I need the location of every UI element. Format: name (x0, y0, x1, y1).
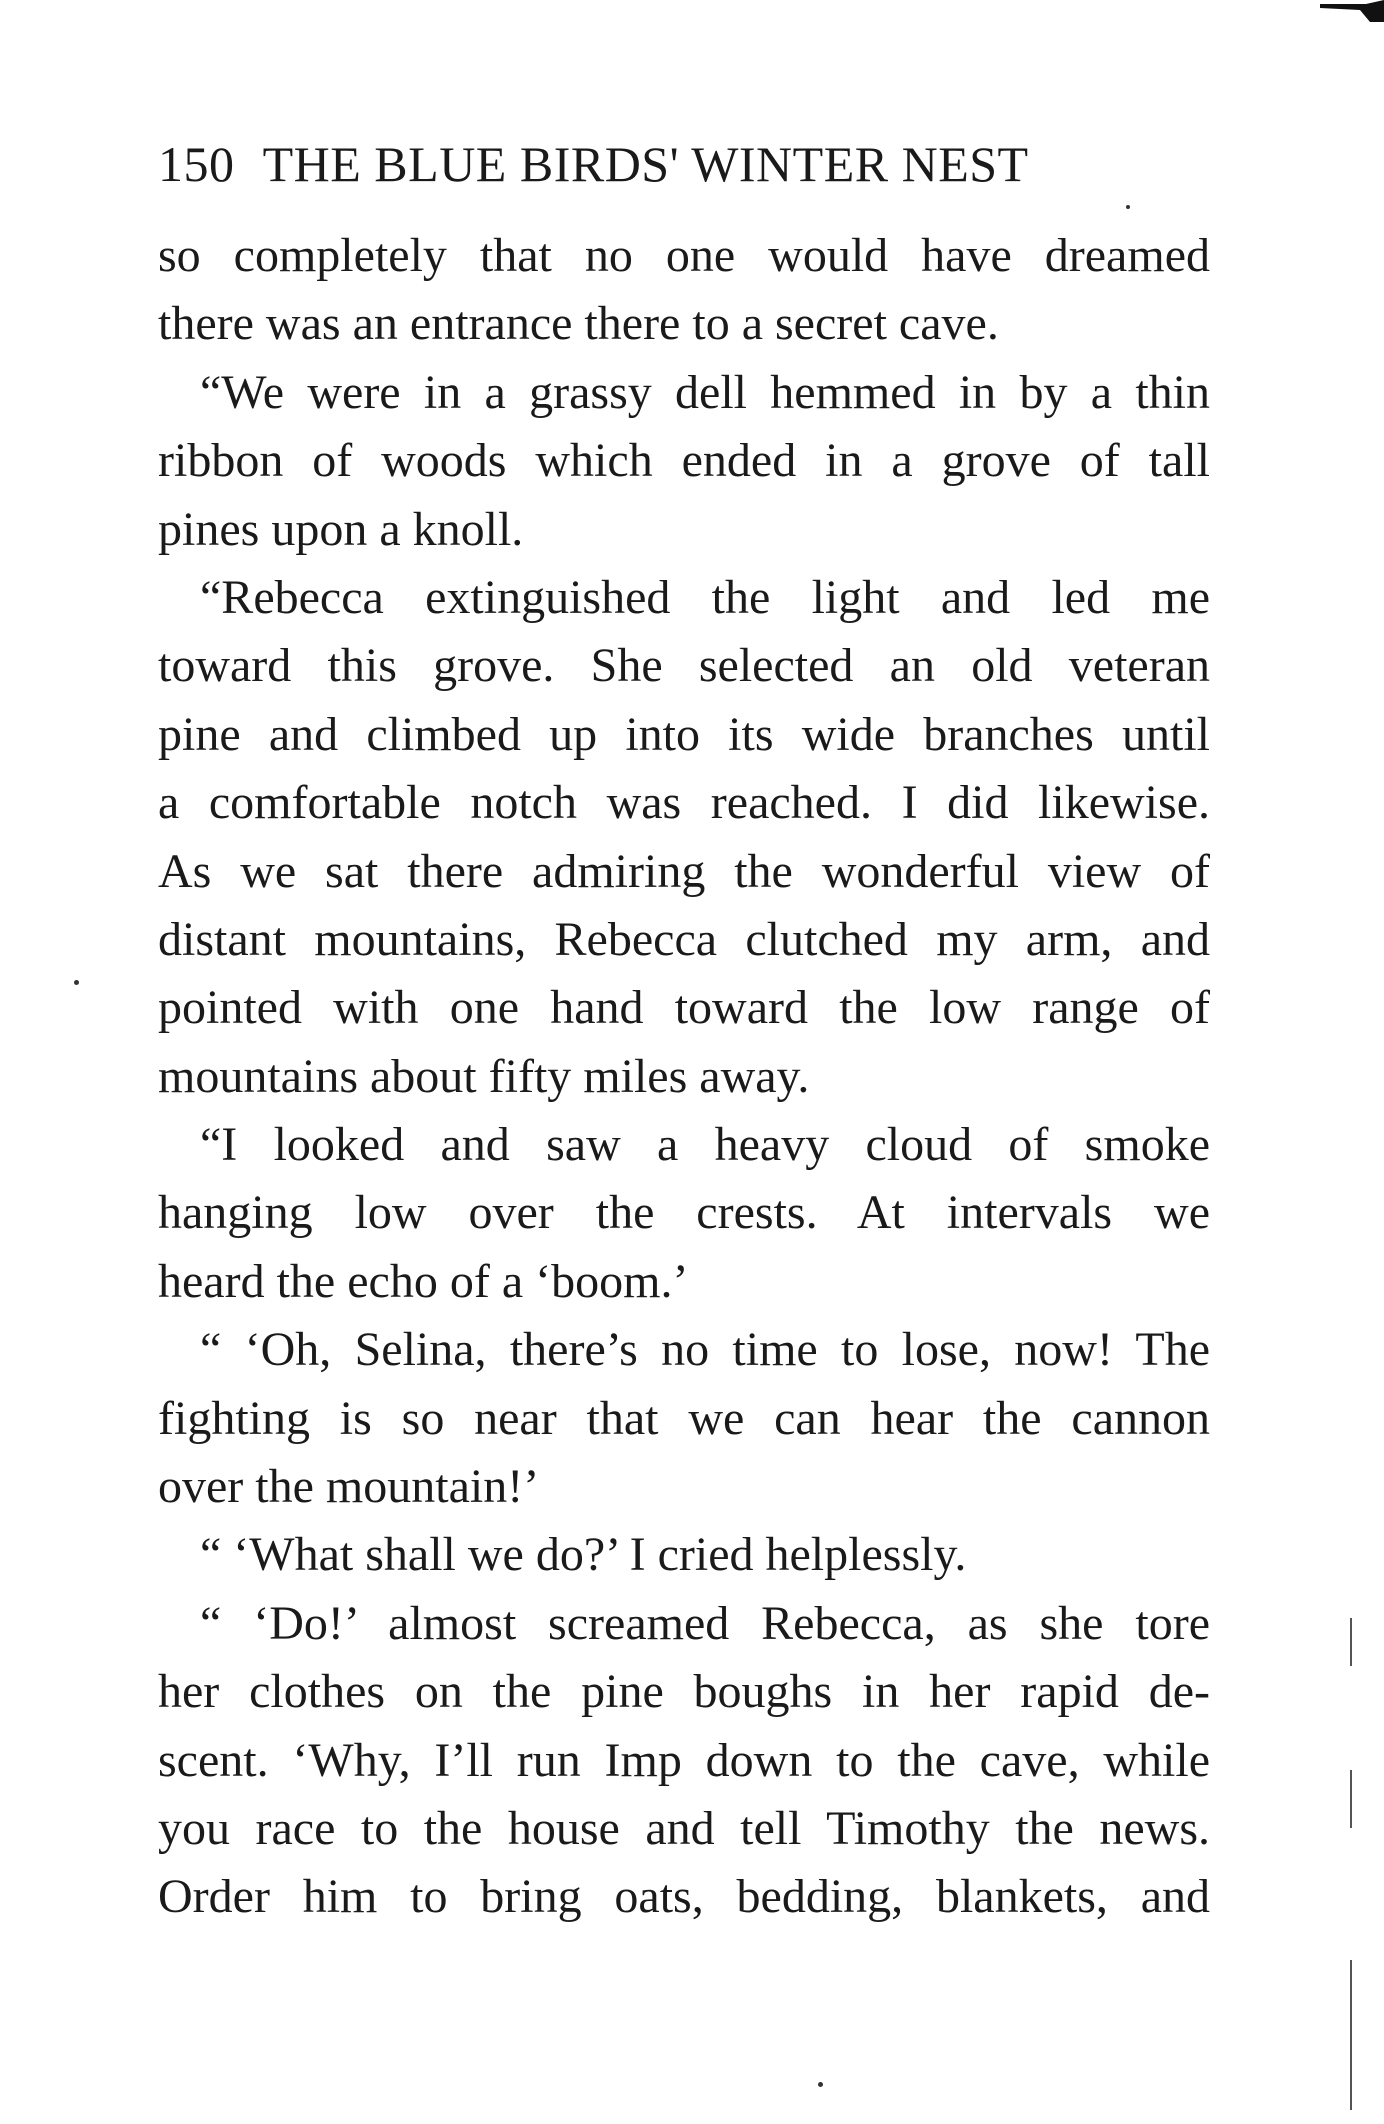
scan-edge-mark (1350, 1960, 1352, 2110)
text-line: there was an entrance there to a secret cave. (158, 297, 999, 351)
text-line: mountains about fifty miles away. (158, 1049, 810, 1103)
text-line: Order him to bring oats, bedding, blankets, and (158, 1870, 1210, 1924)
text-line: As we sat there admiring the wonderful view of (158, 844, 1210, 898)
text-line: hanging low over the crests. At intervals we (158, 1186, 1210, 1240)
text-line: “ ‘Oh, Selina, there’s no time to lose, now! The (200, 1323, 1210, 1377)
text-line: you race to the house and tell Timothy the news. (158, 1801, 1210, 1855)
text-line: ribbon of woods which ended in a grove of tall (158, 434, 1210, 488)
scan-speck (1126, 205, 1130, 209)
text-line: “I looked and saw a heavy cloud of smoke (200, 1118, 1210, 1172)
scan-speck (74, 980, 79, 985)
text-line: “Rebecca extinguished the light and led me (200, 570, 1210, 624)
text-line: so completely that no one would have dreamed (158, 229, 1210, 282)
text-line: toward this grove. She selected an old veteran (158, 639, 1210, 693)
text-line: pine and climbed up into its wide branches until (158, 707, 1210, 761)
running-header (158, 132, 1208, 196)
scan-edge-mark (1350, 1618, 1352, 1666)
text-line: “We were in a grassy dell hemmed in by a thin (200, 365, 1210, 419)
text-line: “ ‘What shall we do?’ I cried helplessly. (200, 1528, 967, 1582)
text-line: “ ‘Do!’ almost screamed Rebecca, as she tore (200, 1596, 1210, 1650)
text-line: scent. ‘Why, I’ll run Imp down to the cave, while (158, 1733, 1210, 1787)
scan-speck (818, 2082, 823, 2087)
text-line: pines upon a knoll. (158, 502, 524, 556)
scan-corner-mark (1320, 0, 1384, 22)
scan-edge-mark (1350, 1770, 1352, 1828)
body-text (158, 222, 1210, 1932)
text-line: fighting is so near that we can hear the cannon (158, 1391, 1210, 1445)
text-line: distant mountains, Rebecca clutched my arm, and (158, 912, 1210, 966)
text-line: over the mountain!’ (158, 1460, 540, 1514)
text-line: a comfortable notch was reached. I did likewise. (158, 776, 1210, 830)
text-line: heard the echo of a ‘boom.’ (158, 1254, 689, 1308)
running-title: THE BLUE BIRDS' WINTER NEST (262, 136, 1029, 192)
text-line: pointed with one hand toward the low range of (158, 981, 1210, 1035)
page-number: 150 (158, 136, 235, 192)
text-line: her clothes on the pine boughs in her rapid de- (158, 1665, 1210, 1719)
